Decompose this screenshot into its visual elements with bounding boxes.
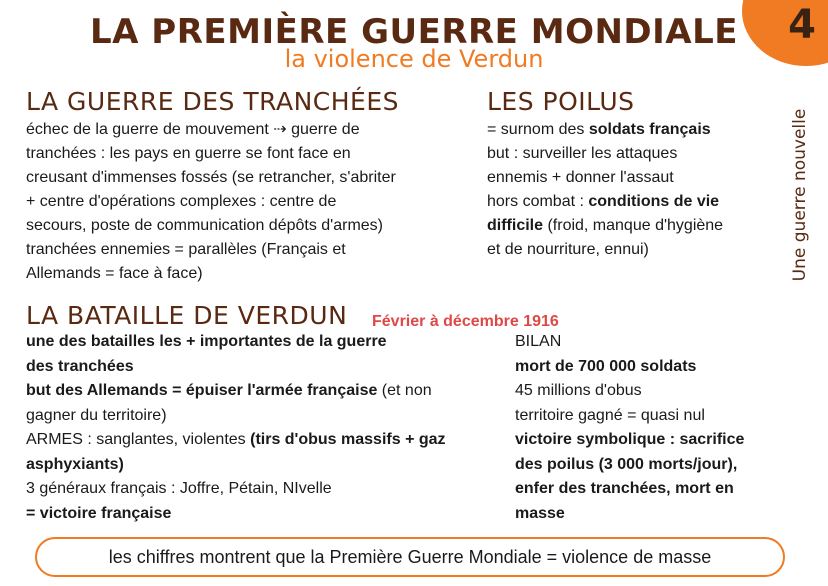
bold-segment: une des batailles les + importantes de la guerre (26, 333, 387, 350)
bold-segment: soldats français (588, 121, 711, 138)
bold-segment: but des Allemands = épuiser l'armée française (26, 382, 378, 399)
bilan-title: BILAN (515, 333, 562, 350)
bilan-line: territoire gagné = quasi nul (515, 406, 705, 424)
bold-segment: mort de 700 000 soldats (515, 357, 697, 375)
text-segment: (et non (377, 382, 432, 399)
poilus-line: ennemis + donner l'assaut (487, 169, 674, 186)
bilan-line (515, 453, 744, 478)
side-label: Une guerre nouvelle (790, 108, 810, 282)
tranchees-heading: LA GUERRE DES TRANCHÉES (26, 87, 400, 116)
text-segment: (froid, manque d'hygiène (543, 217, 724, 234)
poilus-heading: LES POILUS (487, 87, 635, 116)
bilan-line (515, 502, 744, 527)
verdun-line: gagner du territoire) (26, 406, 167, 424)
text-segment: ARMES : sanglantes, violentes (26, 431, 251, 448)
tranchees-line: tranchées : les pays en guerre se font face en (26, 145, 351, 162)
bold-segment: conditions de vie (588, 193, 720, 210)
bilan-line: 45 millions d'obus (515, 382, 642, 399)
bold-segment: difficile (487, 217, 544, 234)
page-subtitle: la violence de Verdun (284, 45, 544, 73)
verdun-date: Février à décembre 1916 (372, 313, 559, 330)
verdun-line (26, 330, 446, 355)
summary-box: les chiffres montrent que la Première Guerre Mondiale = violence de masse (35, 537, 785, 577)
poilus-line: et de nourriture, ennui) (487, 241, 649, 258)
bold-segment: = victoire française (26, 504, 172, 522)
verdun-line (26, 355, 446, 380)
poilus-line (487, 214, 723, 238)
verdun-line (26, 428, 446, 453)
text-segment: hors combat : (487, 193, 589, 210)
bold-segment: enfer des tranchées, mort en (515, 480, 734, 497)
poilus-text (487, 118, 723, 262)
bold-segment: des poilus (3 000 morts/jour), (515, 455, 738, 473)
tranchees-line: secours, poste de communication dépôts d'armes) (26, 217, 384, 234)
tranchees-line: Allemands = face à face) (26, 265, 203, 282)
tranchees-line: + centre d'opérations complexes : centre de (26, 193, 337, 210)
tranchees-text (26, 118, 396, 286)
tranchees-line: tranchées ennemies = parallèles (Français et (26, 241, 346, 258)
bilan-text (515, 330, 744, 526)
page-title: LA PREMIÈRE GUERRE MONDIALE (89, 12, 739, 52)
tranchees-line: échec de la guerre de mouvement ⇢ guerre de (26, 121, 360, 138)
tranchees-line: creusant d'immenses fossés (se retrancher, s'abriter (26, 169, 396, 186)
bold-segment: masse (515, 504, 565, 522)
verdun-line (26, 453, 446, 478)
bold-segment: asphyxiants) (26, 455, 124, 473)
verdun-line (26, 502, 446, 527)
poilus-line (487, 118, 723, 142)
bilan-line (515, 477, 744, 502)
bilan-line (515, 355, 744, 380)
verdun-text (26, 330, 446, 526)
bold-segment: (tirs d'obus massifs + gaz (250, 431, 446, 448)
verdun-line (26, 379, 446, 404)
bold-segment: des tranchées (26, 357, 134, 375)
bold-segment: victoire symbolique : sacrifice (515, 431, 745, 448)
poilus-line (487, 190, 723, 214)
text-segment: = surnom des (487, 121, 589, 138)
bilan-line (515, 428, 744, 453)
verdun-line: 3 généraux français : Joffre, Pétain, NIvelle (26, 480, 332, 497)
poilus-line: but : surveiller les attaques (487, 145, 678, 162)
verdun-heading: LA BATAILLE DE VERDUN (26, 301, 348, 330)
chapter-number: 4 (788, 2, 816, 48)
